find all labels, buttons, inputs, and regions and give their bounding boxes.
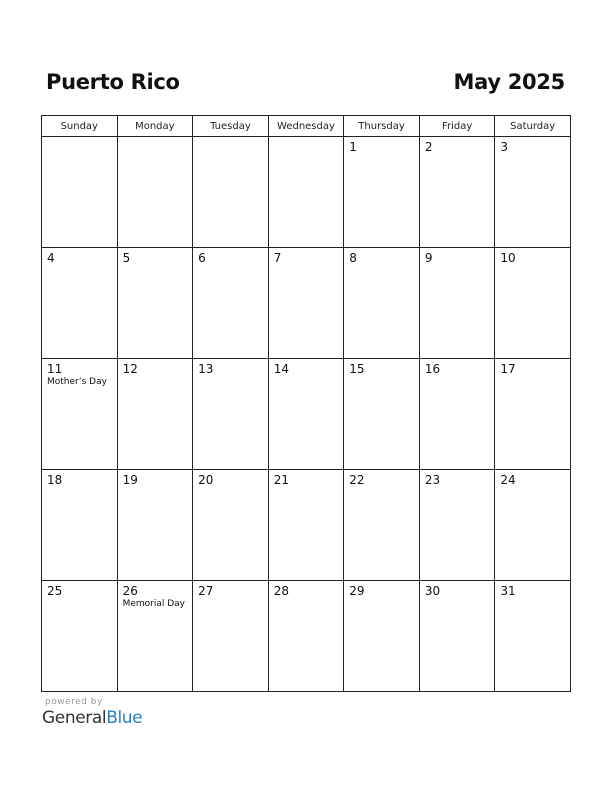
day-number: 30 — [424, 584, 441, 598]
calendar-grid — [41, 115, 571, 692]
day-cell — [193, 581, 269, 692]
day-number: 28 — [273, 584, 289, 598]
day-cell — [419, 581, 495, 692]
day-cell — [344, 248, 420, 359]
day-cell — [268, 359, 344, 470]
logo-general-text: General — [42, 708, 107, 728]
week-row — [42, 470, 571, 581]
day-number: 20 — [198, 473, 214, 487]
day-cell — [42, 248, 118, 359]
holiday-label: Mother’s Day — [47, 377, 107, 387]
day-number: 4 — [47, 251, 55, 265]
day-cell — [419, 248, 495, 359]
day-number — [118, 137, 193, 140]
day-cell — [193, 248, 269, 359]
day-cell — [268, 248, 344, 359]
powered-by-label: powered by — [45, 697, 103, 707]
day-cell — [42, 359, 118, 470]
weekday-header: Sunday — [42, 116, 118, 137]
day-cell — [344, 137, 420, 248]
day-cell — [419, 359, 495, 470]
day-number: 13 — [198, 362, 214, 376]
day-cell — [117, 470, 193, 581]
day-number: 22 — [349, 473, 365, 487]
day-cell — [42, 470, 118, 581]
day-cell — [193, 137, 269, 248]
day-number — [193, 137, 268, 140]
generalblue-logo[interactable] — [42, 708, 142, 728]
day-number — [42, 137, 117, 140]
week-row — [42, 137, 571, 248]
day-number: 16 — [424, 362, 441, 376]
day-cell — [495, 248, 571, 359]
day-number: 27 — [198, 584, 214, 598]
day-cell — [495, 359, 571, 470]
day-number: 26 — [122, 584, 138, 598]
day-number: 10 — [500, 251, 516, 265]
day-number: 6 — [198, 251, 206, 265]
day-number: 25 — [47, 584, 63, 598]
day-number: 3 — [500, 140, 509, 154]
day-cell — [419, 137, 495, 248]
day-number: 18 — [47, 473, 63, 487]
day-cell — [193, 470, 269, 581]
day-cell — [268, 581, 344, 692]
day-number: 23 — [424, 473, 441, 487]
day-number: 8 — [349, 251, 357, 265]
country-title: Puerto Rico — [46, 70, 180, 94]
day-number: 17 — [500, 362, 516, 376]
day-number: 19 — [122, 473, 138, 487]
weekday-header: Saturday — [495, 116, 571, 137]
day-number: 5 — [122, 251, 131, 265]
weekday-header: Thursday — [344, 116, 420, 137]
day-number: 24 — [500, 473, 516, 487]
day-cell — [344, 470, 420, 581]
day-cell — [495, 470, 571, 581]
day-number: 14 — [273, 362, 289, 376]
week-row — [42, 581, 571, 692]
day-cell — [42, 581, 118, 692]
month-year-title: May 2025 — [453, 70, 565, 94]
day-number: 15 — [349, 362, 365, 376]
day-cell — [117, 248, 193, 359]
weekday-header-row — [42, 116, 571, 137]
day-cell — [42, 137, 118, 248]
day-number: 7 — [273, 251, 282, 265]
day-cell — [117, 359, 193, 470]
day-cell — [268, 470, 344, 581]
day-number: 29 — [349, 584, 365, 598]
day-number: 11 — [47, 362, 63, 376]
day-cell — [419, 470, 495, 581]
day-number: 2 — [424, 140, 433, 154]
weekday-header: Tuesday — [193, 116, 269, 137]
logo-blue-text: Blue — [106, 708, 143, 728]
day-number: 12 — [122, 362, 138, 376]
weekday-header: Wednesday — [268, 116, 344, 137]
holiday-label: Memorial Day — [122, 599, 185, 609]
day-number: 31 — [500, 584, 516, 598]
day-cell — [117, 581, 193, 692]
day-cell — [268, 137, 344, 248]
day-cell — [117, 137, 193, 248]
day-cell — [193, 359, 269, 470]
day-cell — [495, 581, 571, 692]
day-cell — [344, 581, 420, 692]
day-number: 21 — [273, 473, 289, 487]
weekday-header: Friday — [419, 116, 495, 137]
day-number: 1 — [349, 140, 357, 154]
day-number — [269, 137, 344, 140]
day-cell — [495, 137, 571, 248]
day-number: 9 — [424, 251, 433, 265]
week-row — [42, 248, 571, 359]
weekday-header: Monday — [117, 116, 193, 137]
week-row — [42, 359, 571, 470]
day-cell — [344, 359, 420, 470]
